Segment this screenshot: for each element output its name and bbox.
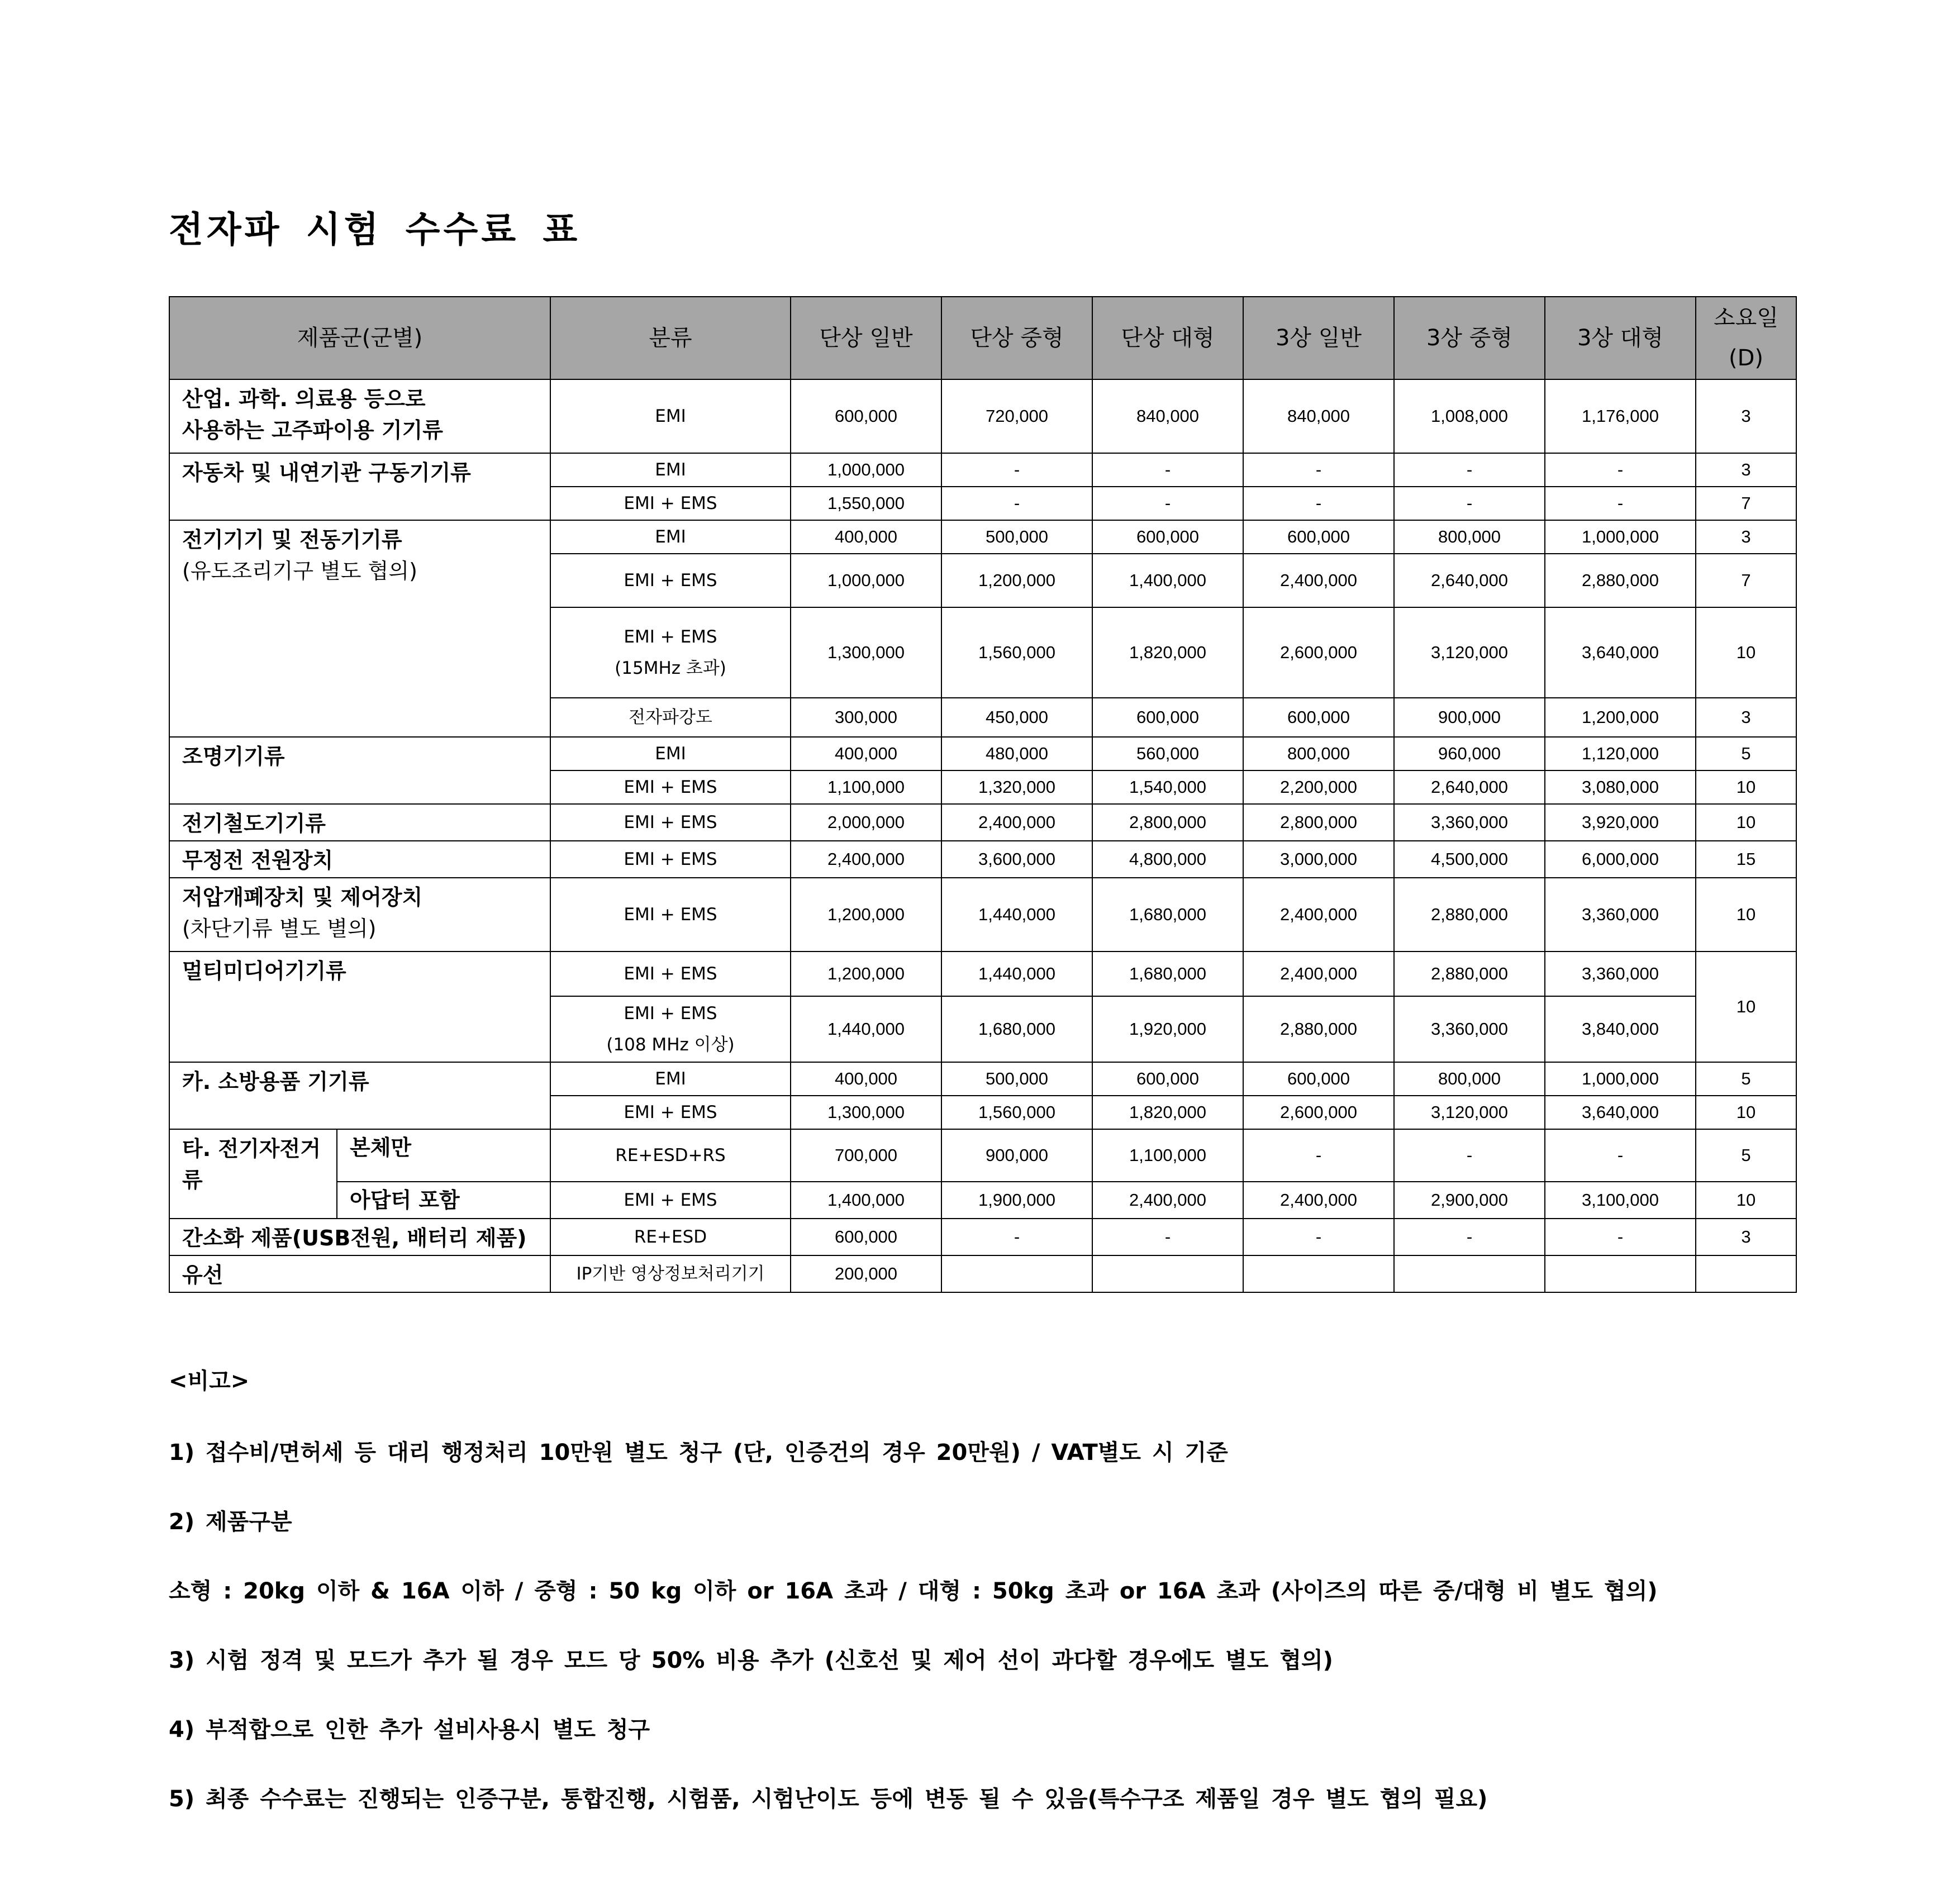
fee-value-cell: -	[941, 453, 1092, 487]
fee-value-cell: 4,500,000	[1394, 841, 1545, 878]
fee-value-cell: -	[1545, 1219, 1696, 1255]
classification-text: EMI	[655, 744, 686, 764]
fee-value-cell: -	[1545, 1129, 1696, 1182]
header-single-large: 단상 대형	[1092, 297, 1243, 379]
classification-cell	[550, 1096, 791, 1129]
fee-value-cell: 2,880,000	[1243, 996, 1394, 1062]
days-cell: 3	[1696, 1219, 1796, 1255]
fee-value-cell: 1,440,000	[941, 878, 1092, 952]
classification-text: EMI + EMS	[624, 849, 717, 869]
category-text: 아답터 포함	[350, 1188, 460, 1212]
classification-text: EMI + EMS	[624, 627, 717, 647]
fee-value-cell: 500,000	[941, 520, 1092, 554]
classification-text: EMI	[655, 527, 686, 547]
category-text: 멀티미디어기기류	[182, 959, 346, 983]
fee-value-cell: -	[1394, 1219, 1545, 1255]
fee-value-cell: 840,000	[1092, 379, 1243, 453]
category-text: 산업. 과학. 의료용 등으로	[182, 387, 426, 411]
classification-cell	[550, 520, 791, 554]
fee-value-cell: 1,440,000	[941, 952, 1092, 996]
fee-value-cell: 2,600,000	[1243, 1096, 1394, 1129]
fee-value-cell: 720,000	[941, 379, 1092, 453]
category-low-voltage-switchgear	[169, 878, 550, 952]
fee-value-cell: -	[1092, 1219, 1243, 1255]
note-1: 1) 접수비/면허세 등 대리 행정처리 10만원 별도 청구 (단, 인증건의 경우 20만원) / VAT별도 시 기준	[169, 1440, 1228, 1466]
classification-cell	[550, 996, 791, 1062]
fee-value-cell: 3,360,000	[1545, 878, 1696, 952]
category-electric-motor	[169, 520, 550, 737]
fee-value-cell: 1,200,000	[791, 952, 941, 996]
classification-text: EMI + EMS	[624, 964, 717, 984]
fee-value-cell: 2,640,000	[1394, 554, 1545, 607]
category-fire-equipment	[169, 1062, 550, 1129]
fee-value-cell: 840,000	[1243, 379, 1394, 453]
note-2-detail: 소형 : 20kg 이하 & 16A 이하 / 중형 : 50 kg 이하 or 16A 초과 / 대형 : 50kg 초과 or 16A 초과 (사이즈의 따른 중/대형 비 별도 협의)	[169, 1578, 1658, 1604]
fee-value-cell: 1,008,000	[1394, 379, 1545, 453]
table-row	[169, 1182, 1796, 1219]
category-text: 타. 전기자전거	[182, 1136, 321, 1161]
header-days: 소요일 (D)	[1696, 297, 1796, 379]
classification-cell	[550, 878, 791, 952]
fee-value-cell: 1,000,000	[791, 453, 941, 487]
fee-value-cell: 3,840,000	[1545, 996, 1696, 1062]
classification-text: EMI	[655, 406, 686, 426]
classification-cell	[550, 952, 791, 996]
fee-value-cell: 2,880,000	[1394, 952, 1545, 996]
classification-text: IP기반 영상정보처리기기	[576, 1264, 765, 1284]
classification-text: EMI + EMS	[624, 1190, 717, 1210]
fee-value-cell	[1243, 1255, 1394, 1292]
fee-value-cell: 2,600,000	[1243, 607, 1394, 698]
fee-value-cell: 2,400,000	[791, 841, 941, 878]
fee-value-cell: 2,400,000	[1243, 554, 1394, 607]
table-row	[169, 952, 1796, 996]
fee-value-cell: 1,000,000	[1545, 1062, 1696, 1096]
fee-value-cell: 2,400,000	[1243, 1182, 1394, 1219]
fee-value-cell: 3,120,000	[1394, 607, 1545, 698]
classification-cell	[550, 487, 791, 520]
classification-cell	[550, 1182, 791, 1219]
notes-heading: <비고>	[169, 1368, 250, 1394]
category-text: 전기기기 및 전동기기류	[182, 527, 402, 552]
fee-value-cell: 2,800,000	[1243, 804, 1394, 841]
classification-text: EMI + EMS	[624, 570, 717, 591]
fee-value-cell: 2,880,000	[1545, 554, 1696, 607]
days-cell: 10	[1696, 878, 1796, 952]
fee-value-cell	[1545, 1255, 1696, 1292]
fee-value-cell: 1,200,000	[1545, 698, 1696, 737]
header-single-general: 단상 일반	[791, 297, 941, 379]
fee-value-cell: 1,400,000	[1092, 554, 1243, 607]
fee-value-cell: -	[1092, 487, 1243, 520]
table-row	[169, 1219, 1796, 1255]
days-cell: 7	[1696, 554, 1796, 607]
fee-value-cell: 600,000	[1092, 698, 1243, 737]
subcategory-cell	[337, 1129, 550, 1182]
category-multimedia	[169, 952, 550, 1062]
classification-cell	[550, 841, 791, 878]
category-text: 자동차 및 내연기관 구동기기류	[182, 460, 471, 485]
fee-value-cell: 1,100,000	[791, 770, 941, 804]
days-cell: 5	[1696, 1062, 1796, 1096]
note-2: 2) 제품구분	[169, 1509, 292, 1535]
category-lighting	[169, 737, 550, 804]
category-text: 저압개폐장치 및 제어장치	[182, 885, 423, 910]
fee-value-cell: -	[1394, 1129, 1545, 1182]
fee-value-cell: 2,640,000	[1394, 770, 1545, 804]
category-text: 유선	[182, 1263, 223, 1287]
category-text: 전기철도기기류	[182, 811, 326, 836]
classification-cell	[550, 737, 791, 770]
table-row	[169, 1062, 1796, 1096]
fee-value-cell: 1,176,000	[1545, 379, 1696, 453]
header-single-medium: 단상 중형	[941, 297, 1092, 379]
note-3: 3) 시험 정격 및 모드가 추가 될 경우 모드 당 50% 비용 추가 (신호선 및 제어 선이 과다할 경우에도 별도 협의)	[169, 1648, 1333, 1673]
header-classification: 분류	[550, 297, 791, 379]
classification-text: EMI	[655, 460, 686, 480]
days-cell: 7	[1696, 487, 1796, 520]
category-wired	[169, 1255, 550, 1292]
fee-value-cell: 200,000	[791, 1255, 941, 1292]
category-text: 카. 소방용품 기기류	[182, 1069, 369, 1094]
header-three-general: 3상 일반	[1243, 297, 1394, 379]
classification-text: EMI	[655, 1069, 686, 1089]
fee-value-cell: 960,000	[1394, 737, 1545, 770]
days-cell: 10	[1696, 952, 1796, 1062]
table-row	[169, 379, 1796, 453]
fee-value-cell: -	[1545, 487, 1696, 520]
table-row	[169, 737, 1796, 770]
fee-value-cell: 600,000	[791, 379, 941, 453]
classification-text: EMI + EMS	[624, 1102, 717, 1122]
fee-value-cell: 800,000	[1243, 737, 1394, 770]
fee-value-cell: 800,000	[1394, 1062, 1545, 1096]
classification-text: EMI + EMS	[624, 905, 717, 925]
category-text: 간소화 제품(USB전원, 배터리 제품)	[182, 1226, 527, 1250]
page-title: 전자파 시험 수수료 표	[169, 210, 581, 251]
fee-value-cell: 1,300,000	[791, 607, 941, 698]
table-row	[169, 841, 1796, 878]
days-cell: 3	[1696, 453, 1796, 487]
days-cell: 3	[1696, 520, 1796, 554]
note-4: 4) 부적합으로 인한 추가 설비사용시 별도 청구	[169, 1717, 650, 1743]
category-automotive	[169, 453, 550, 520]
classification-text: EMI + EMS	[624, 777, 717, 797]
fee-value-cell: 2,900,000	[1394, 1182, 1545, 1219]
fee-value-cell: 1,200,000	[791, 878, 941, 952]
classification-note: (108 MHz 이상)	[606, 1035, 735, 1055]
classification-cell	[550, 804, 791, 841]
category-railway	[169, 804, 550, 841]
fee-value-cell: 400,000	[791, 520, 941, 554]
fee-table	[169, 296, 1797, 1293]
fee-value-cell: 3,360,000	[1394, 804, 1545, 841]
fee-value-cell: 1,680,000	[1092, 952, 1243, 996]
category-text: (차단기류 별도 별의)	[182, 916, 377, 941]
fee-value-cell: 3,600,000	[941, 841, 1092, 878]
classification-cell	[550, 770, 791, 804]
fee-value-cell: 1,680,000	[1092, 878, 1243, 952]
fee-value-cell	[1394, 1255, 1545, 1292]
fee-value-cell: -	[1545, 453, 1696, 487]
table-row	[169, 878, 1796, 952]
fee-value-cell: 560,000	[1092, 737, 1243, 770]
classification-text: EMI + EMS	[624, 493, 717, 513]
classification-cell	[550, 607, 791, 698]
fee-value-cell: -	[1394, 453, 1545, 487]
note-5: 5) 최종 수수료는 진행되는 인증구분, 통합진행, 시험품, 시험난이도 등에 변동 될 수 있음(특수구조 제품일 경우 별도 협의 필요)	[169, 1786, 1488, 1812]
fee-value-cell: 2,880,000	[1394, 878, 1545, 952]
classification-cell	[550, 1129, 791, 1182]
classification-note: (15MHz 초과)	[615, 658, 726, 678]
fee-value-cell: 1,000,000	[791, 554, 941, 607]
fee-value-cell: -	[941, 1219, 1092, 1255]
fee-value-cell: -	[1243, 1219, 1394, 1255]
fee-value-cell: 1,920,000	[1092, 996, 1243, 1062]
fee-value-cell: 3,000,000	[1243, 841, 1394, 878]
fee-value-cell: 3,100,000	[1545, 1182, 1696, 1219]
fee-value-cell: 1,680,000	[941, 996, 1092, 1062]
days-cell	[1696, 1255, 1796, 1292]
fee-value-cell: 6,000,000	[1545, 841, 1696, 878]
fee-value-cell: 2,800,000	[1092, 804, 1243, 841]
fee-value-cell: 3,120,000	[1394, 1096, 1545, 1129]
fee-value-cell: 4,800,000	[1092, 841, 1243, 878]
fee-value-cell: 1,100,000	[1092, 1129, 1243, 1182]
days-cell: 10	[1696, 1182, 1796, 1219]
table-row	[169, 1129, 1796, 1182]
fee-value-cell: 300,000	[791, 698, 941, 737]
days-cell: 15	[1696, 841, 1796, 878]
fee-value-cell: 900,000	[941, 1129, 1092, 1182]
classification-text: RE+ESD	[634, 1227, 707, 1247]
fee-value-cell: 1,560,000	[941, 1096, 1092, 1129]
category-text: (유도조리기구 별도 협의)	[182, 559, 417, 583]
classification-text: EMI + EMS	[624, 812, 717, 832]
fee-value-cell: 600,000	[1243, 520, 1394, 554]
days-cell: 10	[1696, 607, 1796, 698]
fee-value-cell: 500,000	[941, 1062, 1092, 1096]
fee-value-cell: 1,820,000	[1092, 607, 1243, 698]
classification-text: 전자파강도	[629, 707, 712, 727]
classification-cell	[550, 554, 791, 607]
fee-value-cell	[941, 1255, 1092, 1292]
fee-value-cell: 2,400,000	[1243, 952, 1394, 996]
header-three-large: 3상 대형	[1545, 297, 1696, 379]
fee-value-cell: -	[1243, 1129, 1394, 1182]
classification-cell	[550, 379, 791, 453]
fee-value-cell: 450,000	[941, 698, 1092, 737]
category-text: 조명기기류	[182, 744, 285, 769]
fee-value-cell: 600,000	[791, 1219, 941, 1255]
fee-value-cell: 480,000	[941, 737, 1092, 770]
header-three-medium: 3상 중형	[1394, 297, 1545, 379]
classification-text: EMI + EMS	[624, 1003, 717, 1024]
days-cell: 5	[1696, 1129, 1796, 1182]
fee-value-cell: 1,120,000	[1545, 737, 1696, 770]
category-simplified-product	[169, 1219, 550, 1255]
fee-value-cell: -	[1394, 487, 1545, 520]
fee-value-cell: 1,400,000	[791, 1182, 941, 1219]
category-ups	[169, 841, 550, 878]
fee-value-cell: -	[1092, 453, 1243, 487]
table-row	[169, 804, 1796, 841]
fee-value-cell: -	[1243, 453, 1394, 487]
table-row	[169, 453, 1796, 487]
fee-value-cell: 2,200,000	[1243, 770, 1394, 804]
fee-value-cell: 600,000	[1092, 520, 1243, 554]
fee-value-cell: 400,000	[791, 737, 941, 770]
category-text: 무정전 전원장치	[182, 848, 334, 873]
classification-cell	[550, 1062, 791, 1096]
fee-value-cell: 3,920,000	[1545, 804, 1696, 841]
fee-value-cell: 1,540,000	[1092, 770, 1243, 804]
fee-value-cell: 3,640,000	[1545, 1096, 1696, 1129]
fee-value-cell: 3,360,000	[1545, 952, 1696, 996]
fee-value-cell: 3,640,000	[1545, 607, 1696, 698]
fee-value-cell: 2,400,000	[1243, 878, 1394, 952]
fee-value-cell: 600,000	[1092, 1062, 1243, 1096]
days-cell: 5	[1696, 737, 1796, 770]
fee-value-cell: 400,000	[791, 1062, 941, 1096]
days-cell: 3	[1696, 379, 1796, 453]
category-text: 류	[182, 1168, 203, 1192]
days-cell: 3	[1696, 698, 1796, 737]
days-cell: 10	[1696, 1096, 1796, 1129]
fee-value-cell: 1,300,000	[791, 1096, 941, 1129]
fee-value-cell: 3,360,000	[1394, 996, 1545, 1062]
fee-value-cell: 2,400,000	[1092, 1182, 1243, 1219]
fee-value-cell: 600,000	[1243, 1062, 1394, 1096]
classification-cell	[550, 698, 791, 737]
fee-value-cell: 800,000	[1394, 520, 1545, 554]
classification-cell	[550, 453, 791, 487]
fee-value-cell: 1,900,000	[941, 1182, 1092, 1219]
header-product-group: 제품군(군별)	[169, 297, 550, 379]
table-row	[169, 1255, 1796, 1292]
fee-value-cell: 1,550,000	[791, 487, 941, 520]
fee-value-cell: 1,560,000	[941, 607, 1092, 698]
fee-value-cell: -	[1243, 487, 1394, 520]
fee-value-cell: 1,000,000	[1545, 520, 1696, 554]
fee-value-cell: 600,000	[1243, 698, 1394, 737]
table-header-row	[169, 297, 1796, 379]
classification-text: RE+ESD+RS	[615, 1145, 726, 1165]
fee-value-cell: -	[941, 487, 1092, 520]
category-text: 사용하는 고주파이용 기기류	[182, 418, 443, 443]
fee-value-cell: 1,440,000	[791, 996, 941, 1062]
table-row	[169, 520, 1796, 554]
classification-cell	[550, 1255, 791, 1292]
fee-value-cell: 1,320,000	[941, 770, 1092, 804]
days-cell: 10	[1696, 770, 1796, 804]
fee-value-cell: 3,080,000	[1545, 770, 1696, 804]
category-industrial-rf	[169, 379, 550, 453]
fee-value-cell: 2,000,000	[791, 804, 941, 841]
subcategory-cell	[337, 1182, 550, 1219]
fee-value-cell: 1,820,000	[1092, 1096, 1243, 1129]
classification-cell	[550, 1219, 791, 1255]
fee-value-cell: 900,000	[1394, 698, 1545, 737]
fee-value-cell: 1,200,000	[941, 554, 1092, 607]
fee-value-cell	[1092, 1255, 1243, 1292]
category-text: 본체만	[350, 1135, 412, 1160]
fee-value-cell: 2,400,000	[941, 804, 1092, 841]
category-e-bicycle	[169, 1129, 337, 1219]
fee-value-cell: 700,000	[791, 1129, 941, 1182]
days-cell: 10	[1696, 804, 1796, 841]
